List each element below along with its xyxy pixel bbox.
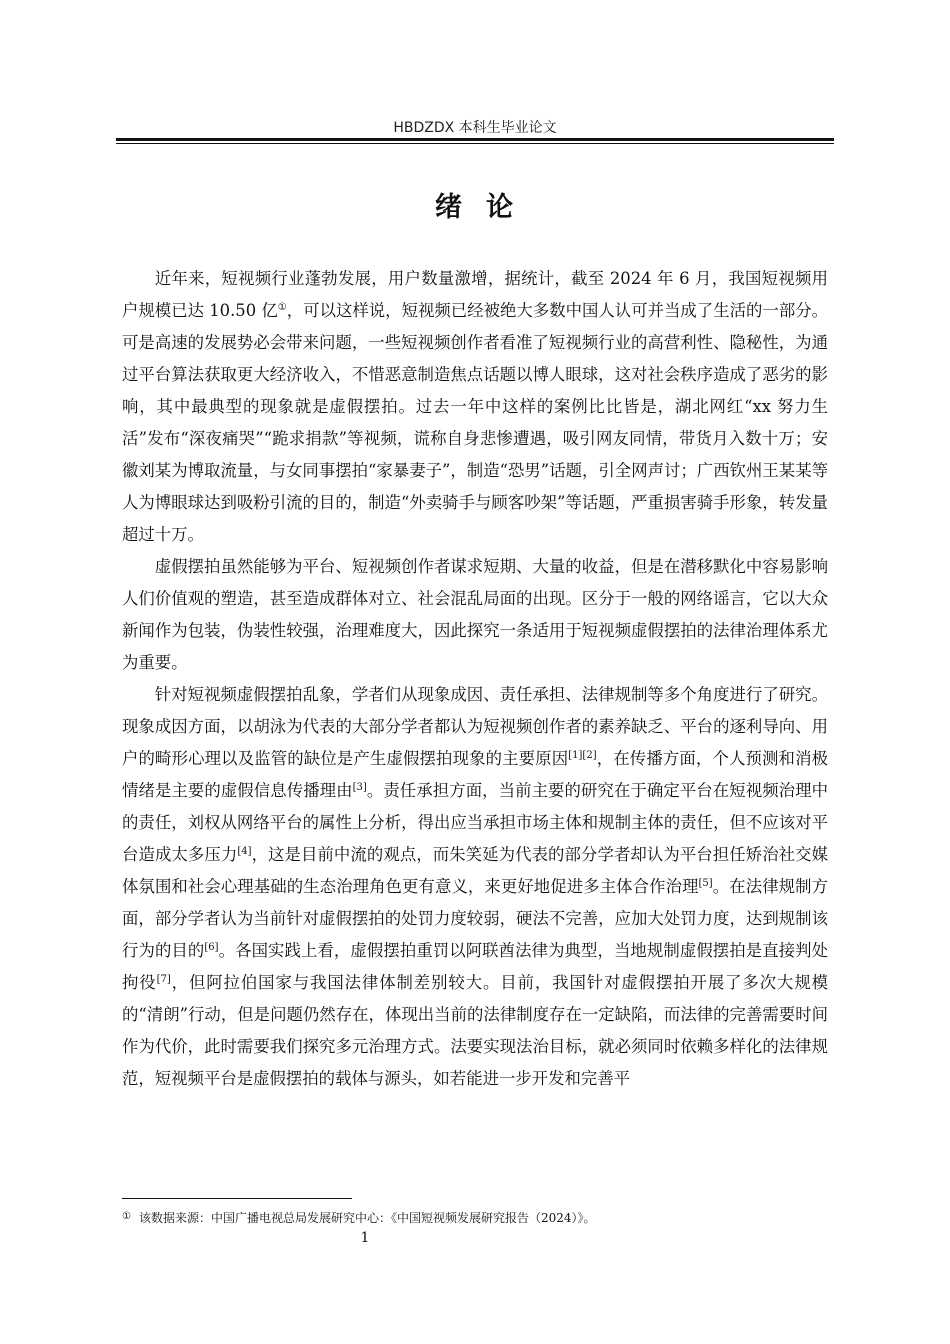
citation-ref: [7] — [156, 974, 171, 985]
body-text — [122, 263, 828, 1095]
chapter-title — [116, 188, 834, 228]
citation-ref: [3] — [352, 782, 367, 793]
footnote-text: 该数据来源：中国广播电视总局发展研究中心：《中国短视频发展研究报告（2024）》。 — [138, 1211, 596, 1225]
footnote-ref: ① — [277, 302, 287, 313]
paragraph-1-rest: ，可以这样说，短视频已经被绝大多数中国人认可并当成了生活的一部分。可是高速的发展势必会带来问题，一些短视频创作者看准了短视频行业的高营利性、隐秘性，为通过平台算法获取更大经济收入，不惜恶意制造焦点话题以博人眼球，这对社会秩序造成了恶劣的影响，其中最典型的现象就是虚假摆拍。过去一年中这样的案例比比皆是，湖北网红“xx 努力生活”发布“深夜痛哭”“跪求捐款”等视频，谎称自身悲惨遭遇，吸引网友同情，带货月入数十万；安徽刘某为博取流量，与女同事摆拍“家暴妻子”，制造“恐男”话题，引全网声讨；广西钦州王某某等人为博眼球达到吸粉引流的目的，制造“外卖骑手与顾客吵架”等话题，严重损害骑手形象，转发量超过十万。 — [122, 301, 829, 544]
header-rule-thin — [116, 143, 834, 144]
paragraph-2 — [122, 551, 828, 679]
paragraph-3-text-g: ，但阿拉伯国家与我国法律体制差别较大。目前，我国针对虚假摆拍开展了多次大规模的“清朗”行动，但是问题仍然存在，体现出当前的法律制度存在一定缺陷，而法律的完善需要时间作为代价，此时需要我们探究多元治理方式。法要实现法治目标，就必须同时依赖多样化的法律规范，短视频平台是虚假摆拍的载体与源头，如若能进一步开发和完善平 — [122, 973, 828, 1088]
header-rule-thick — [116, 138, 834, 141]
title-char-2: 论 — [486, 192, 515, 223]
page-number: 1 — [360, 1230, 370, 1246]
paragraph-3-text-a: 针对短视频虚假摆拍乱象，学者们从现象成因、责任承担、法律规制等多个角度进行了研究。现象成因方面，以胡泳为代表的大部分学者都认为短视频创作者的素养缺乏、平台的逐利导向、用户的畸形心理以及监管的缺位是产生虚假摆拍现象的主要原因 — [122, 685, 828, 768]
running-header: HBDZDX 本科生毕业论文 — [393, 120, 557, 136]
citation-ref: [4] — [237, 846, 252, 857]
paragraph-3-text-c: 。责任承担方面，当前主要的研究在于确定平台在短视频治理中的责任，刘权从网络平台的属性上分析，得出应当承担市场主体和规制主体的责任，但不应该对平台造成太多压力 — [122, 781, 828, 864]
citation-ref: [1][2] — [568, 750, 597, 761]
title-char-1: 绪 — [435, 192, 464, 223]
paragraph-3-text-e: 。在法律规制方面，部分学者认为当前针对虚假摆拍的处罚力度较弱，硬法不完善，应加大处罚力度，达到规制该行为的目的 — [122, 877, 829, 960]
paragraph-3-text-b: ，在传播方面，个人预测和消极情绪是主要的虚假信息传播理由 — [122, 749, 829, 800]
citation-ref: [5] — [698, 878, 713, 889]
paragraph-2-text: 虚假摆拍虽然能够为平台、短视频创作者谋求短期、大量的收益，但是在潜移默化中容易影响人们价值观的塑造，甚至造成群体对立、社会混乱局面的出现。区分于一般的网络谣言，它以大众新闻作为包装，伪装性较强，治理难度大，因此探究一条适用于短视频虚假摆拍的法律治理体系尤为重要。 — [122, 557, 828, 672]
footnote — [122, 1208, 828, 1227]
paragraph-3-text-f: 。各国实践上看，虚假摆拍重罚以阿联酋法律为典型，当地规制虚假摆拍是直接判处拘役 — [122, 941, 829, 992]
footnote-separator — [122, 1198, 352, 1199]
paragraph-3-text-d: ，这是目前中流的观点，而朱笑延为代表的部分学者却认为平台担任矫治社交媒体氛围和社会心理基础的生态治理角色更有意义，来更好地促进多主体合作治理 — [122, 845, 829, 896]
citation-ref: [6] — [204, 942, 219, 953]
paragraph-1-text: 近年来，短视频行业蓬勃发展，用户数量激增，据统计，截至 2024 年 6 月，我国短视频用户规模已达 10.50 亿 — [122, 269, 828, 320]
paragraph-3 — [122, 679, 828, 1095]
footnote-mark: ① — [122, 1211, 131, 1222]
paragraph-1 — [122, 263, 828, 551]
